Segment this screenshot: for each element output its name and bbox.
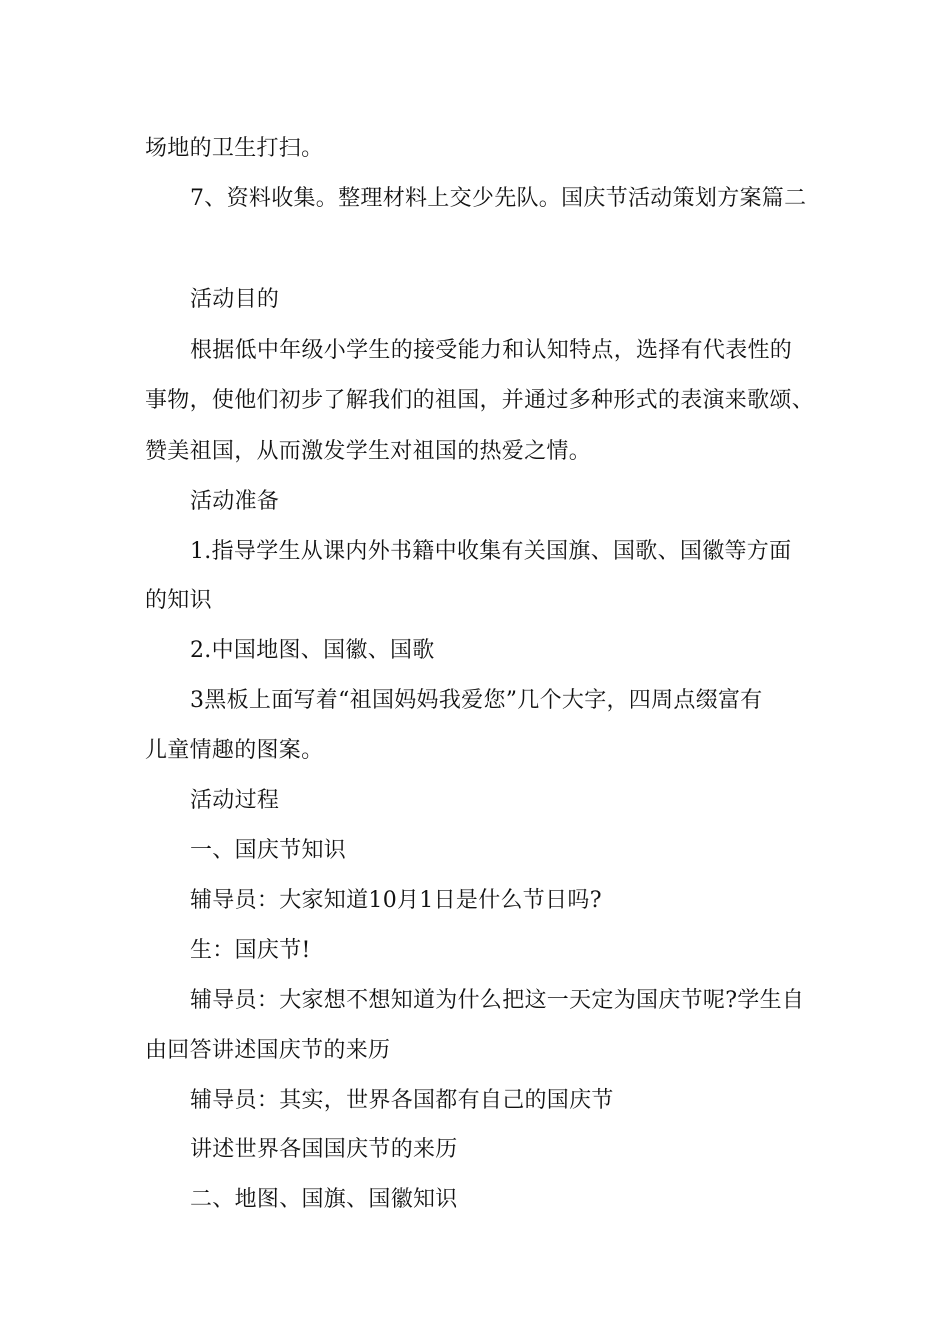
paragraph-line: 辅导员：大家想不想知道为什么把这一天定为国庆节呢?学生自: [190, 988, 805, 1013]
paragraph-line: 一、国庆节知识: [190, 838, 347, 863]
section-heading: 二、地图、国旗、国徽知识: [190, 1187, 458, 1212]
section-heading: 活动目的: [190, 287, 280, 312]
paragraph-line: 场地的卫生打扫。: [145, 136, 324, 161]
paragraph-line: 1.指导学生从课内外书籍中收集有关国旗、国歌、国徽等方面: [190, 539, 792, 564]
section-heading: 活动准备: [190, 489, 280, 514]
paragraph-line: 7、资料收集。整理材料上交少先队。国庆节活动策划方案篇二: [190, 186, 807, 211]
paragraph-line: 2.中国地图、国徽、国歌: [190, 638, 435, 663]
paragraph-line: 的知识: [145, 588, 212, 613]
paragraph-line: 3黑板上面写着“祖国妈妈我爱您”几个大字，四周点缀富有: [190, 688, 763, 713]
paragraph-line: 事物，使他们初步了解我们的祖国，并通过多种形式的表演来歌颂、: [145, 388, 815, 413]
paragraph-line: 由回答讲述国庆节的来历: [145, 1038, 391, 1063]
paragraph-line: 根据低中年级小学生的接受能力和认知特点，选择有代表性的: [190, 338, 793, 363]
paragraph-line: 讲述世界各国国庆节的来历: [190, 1137, 458, 1162]
section-heading: 活动过程: [190, 788, 280, 813]
paragraph-line: 辅导员：大家知道10月1日是什么节日吗?: [190, 888, 602, 913]
paragraph-line: 赞美祖国，从而激发学生对祖国的热爱之情。: [145, 439, 592, 464]
paragraph-line: 儿童情趣的图案。: [145, 738, 324, 763]
paragraph-line: 生：国庆节!: [190, 938, 311, 963]
paragraph-line: 辅导员：其实，世界各国都有自己的国庆节: [190, 1088, 614, 1113]
